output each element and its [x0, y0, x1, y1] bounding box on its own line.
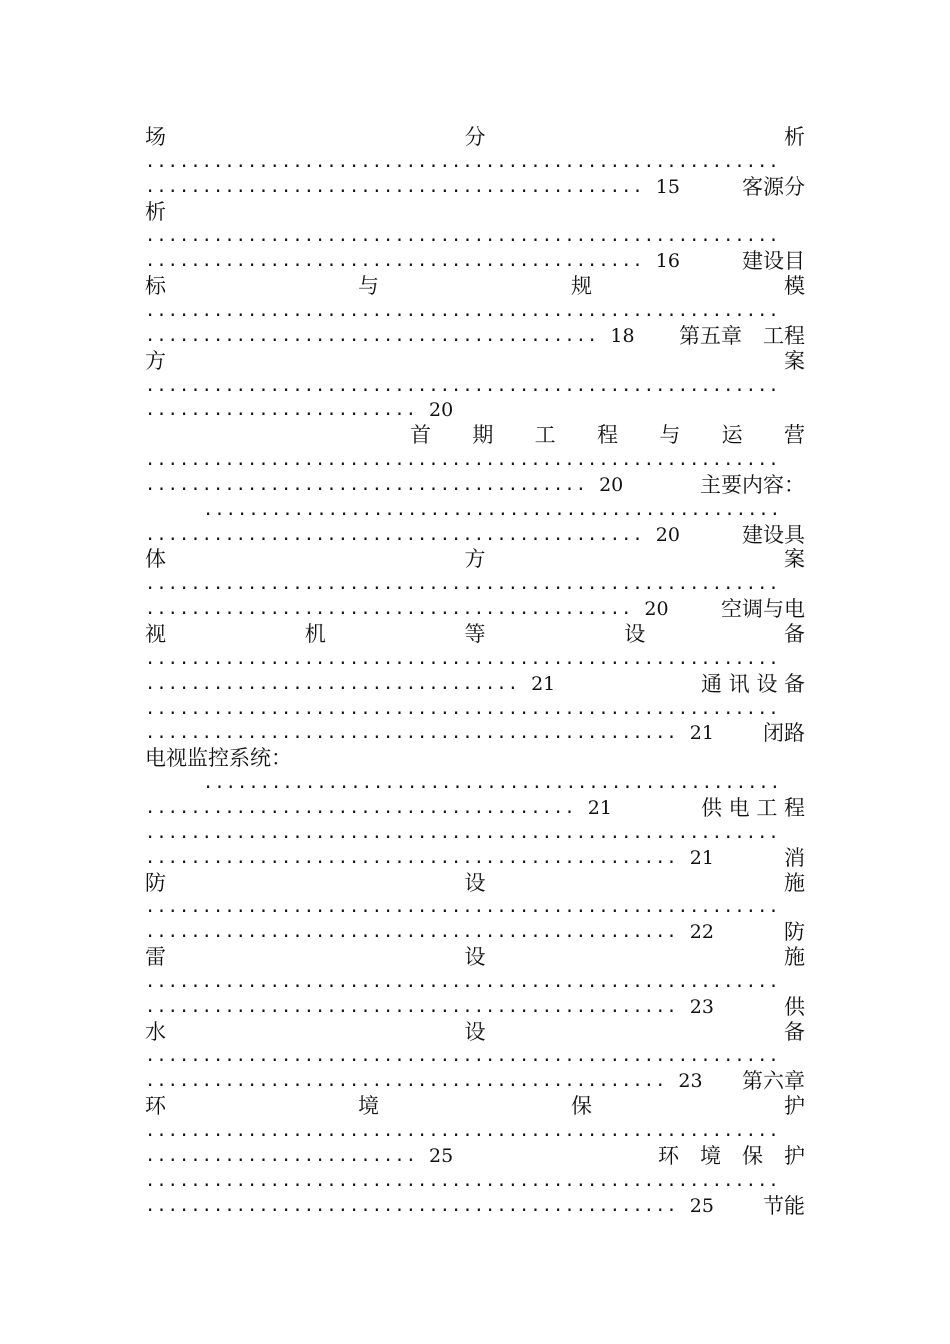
toc-page-number: 20	[655, 523, 680, 546]
toc-leader-dots: ...............................................	[145, 996, 678, 1017]
toc-line	[145, 324, 805, 349]
toc-line	[145, 721, 805, 746]
toc-line	[145, 1194, 805, 1219]
toc-entry-text: 析	[145, 199, 166, 224]
toc-page-number: 20	[429, 399, 454, 422]
toc-entry-text: 建设目	[742, 249, 805, 274]
toc-char: 设	[624, 622, 646, 646]
toc-char: 案	[784, 348, 805, 373]
toc-entry-text: 闭路	[763, 721, 805, 746]
toc-entry-text: 防	[784, 920, 805, 945]
toc-page-number: 25	[429, 1144, 454, 1167]
toc-line	[145, 597, 805, 622]
toc-line	[145, 871, 805, 896]
toc-line	[145, 1094, 805, 1119]
toc-leader-dots: ........................................................	[145, 151, 780, 172]
toc-leader-dots: ...................................................	[203, 773, 782, 794]
toc-line	[145, 547, 805, 572]
toc-line	[145, 622, 805, 647]
toc-char: 防	[145, 870, 166, 895]
toc-page-number: 25	[689, 1194, 714, 1217]
toc-page-number: 16	[655, 250, 680, 273]
toc-leader-dots: ...............................................	[145, 1195, 678, 1216]
toc-leader-dots: ............................................	[145, 176, 644, 197]
toc-char: 施	[784, 870, 805, 895]
toc-leader-dots: ........................................	[145, 325, 599, 346]
toc-leader-dots: ........................................................	[145, 1170, 780, 1191]
toc-char: 备	[784, 1019, 805, 1044]
toc-char: 标	[145, 274, 166, 299]
toc-char: 模	[784, 274, 805, 299]
toc-page-number: 21	[689, 722, 714, 745]
toc-char: 护	[784, 1094, 805, 1119]
toc-page-number: 21	[531, 672, 556, 695]
toc-char: 设	[464, 870, 486, 895]
toc-entry-text: 通 讯 设 备	[700, 671, 805, 696]
toc-char: 视	[145, 622, 166, 646]
toc-leader-dots: ...............................................	[145, 922, 678, 943]
toc-entry-text: 建设具	[742, 522, 805, 547]
toc-char: 程	[596, 423, 618, 448]
toc-leader-dots: .......................................	[145, 474, 588, 495]
toc-leader-dots: ........................................................	[145, 450, 780, 471]
toc-page-number: 23	[678, 1070, 703, 1093]
toc-line	[145, 523, 805, 548]
toc-char: 场	[145, 125, 166, 149]
toc-char: 营	[783, 423, 805, 448]
toc-char: 等	[464, 622, 486, 646]
toc-line	[145, 945, 805, 970]
toc-line	[145, 995, 805, 1020]
toc-line	[145, 473, 805, 498]
toc-entry-text: 电视监控系统：	[145, 746, 292, 771]
toc-char: 期	[472, 423, 494, 448]
toc-entry-text: 空调与电	[721, 597, 805, 622]
toc-leader-dots: ........................................................	[145, 822, 780, 843]
toc-page-number: 21	[689, 846, 714, 869]
toc-leader-dots: ............................................	[145, 524, 644, 545]
toc-char: 设	[464, 945, 486, 970]
toc-line	[145, 796, 805, 821]
toc-page-number: 22	[689, 921, 714, 944]
toc-leader-dots: ........................	[145, 1145, 418, 1166]
toc-char: 与	[358, 274, 379, 299]
toc-page-number: 20	[599, 473, 624, 496]
toc-entry-text: 第六章	[742, 1069, 805, 1094]
toc-line	[145, 920, 805, 945]
toc-page-number: 21	[587, 796, 612, 819]
toc-leader-dots: ...............................................	[145, 723, 678, 744]
toc-line	[145, 1069, 805, 1094]
toc-leader-dots: ........................................................	[145, 226, 780, 247]
toc-leader-dots: .................................	[145, 673, 520, 694]
toc-char: 环	[145, 1094, 166, 1119]
toc-page-number: 23	[689, 995, 714, 1018]
toc-line	[145, 249, 805, 274]
toc-line	[145, 274, 805, 299]
toc-line	[145, 175, 805, 200]
toc-leader-dots: ........................................................	[145, 897, 780, 918]
toc-entry-text: 客源分	[742, 174, 805, 199]
toc-char: 体	[145, 547, 166, 572]
toc-line	[145, 398, 805, 423]
toc-entry-text: 消	[784, 845, 805, 870]
toc-line	[145, 1020, 805, 1045]
toc-entry-text: 节能	[763, 1193, 805, 1218]
toc-char: 备	[784, 622, 805, 646]
toc-leader-dots: ...............................................	[145, 847, 678, 868]
toc-page-number: 20	[644, 598, 669, 621]
toc-char: 与	[659, 423, 681, 448]
toc-line	[145, 125, 805, 150]
toc-char: 规	[571, 274, 592, 299]
toc-entry-text: 供	[784, 994, 805, 1019]
toc-char: 保	[571, 1094, 592, 1119]
toc-char: 工	[534, 423, 556, 448]
toc-char: 运	[721, 423, 743, 448]
toc-char: 施	[784, 945, 805, 970]
toc-line	[410, 423, 805, 448]
toc-leader-dots: ........................................................	[145, 648, 780, 669]
toc-leader-dots: ..............................................	[145, 1071, 667, 1092]
toc-char: 方	[145, 348, 166, 373]
toc-entry-text: 环 境 保 护	[658, 1143, 805, 1168]
toc-line	[145, 672, 805, 697]
toc-char: 分	[464, 125, 486, 149]
toc-leader-dots: ........................	[145, 400, 418, 421]
toc-char: 水	[145, 1019, 166, 1044]
toc-char: 境	[358, 1094, 379, 1119]
toc-char: 方	[464, 547, 486, 572]
toc-char: 机	[304, 622, 326, 646]
toc-entry-text: 第五章 工程	[679, 323, 805, 348]
toc-leader-dots: ........................................................	[145, 300, 780, 321]
toc-leader-dots: ........................................................	[145, 375, 780, 396]
toc-char: 雷	[145, 945, 166, 970]
toc-page-number: 18	[610, 324, 635, 347]
toc-leader-dots: ........................................................	[145, 971, 780, 992]
toc-page-number: 15	[655, 175, 680, 198]
toc-line	[145, 349, 805, 374]
toc-entry-text: 供 电 工 程	[700, 795, 805, 820]
toc-leader-dots: ........................................................	[145, 1121, 780, 1141]
toc-char: 案	[784, 547, 805, 572]
toc-char: 设	[464, 1019, 486, 1044]
toc-line	[145, 846, 805, 871]
toc-leader-dots: ........................................................	[145, 574, 780, 595]
toc-leader-dots: ........................................................	[145, 698, 780, 719]
toc-leader-dots: ...................................................	[203, 499, 782, 520]
toc-entry-text: 主要内容：	[700, 472, 805, 497]
toc-char: 析	[784, 125, 805, 149]
toc-leader-dots: ........................................................	[145, 1046, 780, 1067]
toc-leader-dots: ............................................	[145, 251, 644, 272]
toc-line	[145, 1144, 805, 1169]
toc-leader-dots: ...........................................	[145, 599, 633, 620]
toc-leader-dots: ......................................	[145, 797, 576, 818]
toc-char: 首	[410, 423, 431, 448]
